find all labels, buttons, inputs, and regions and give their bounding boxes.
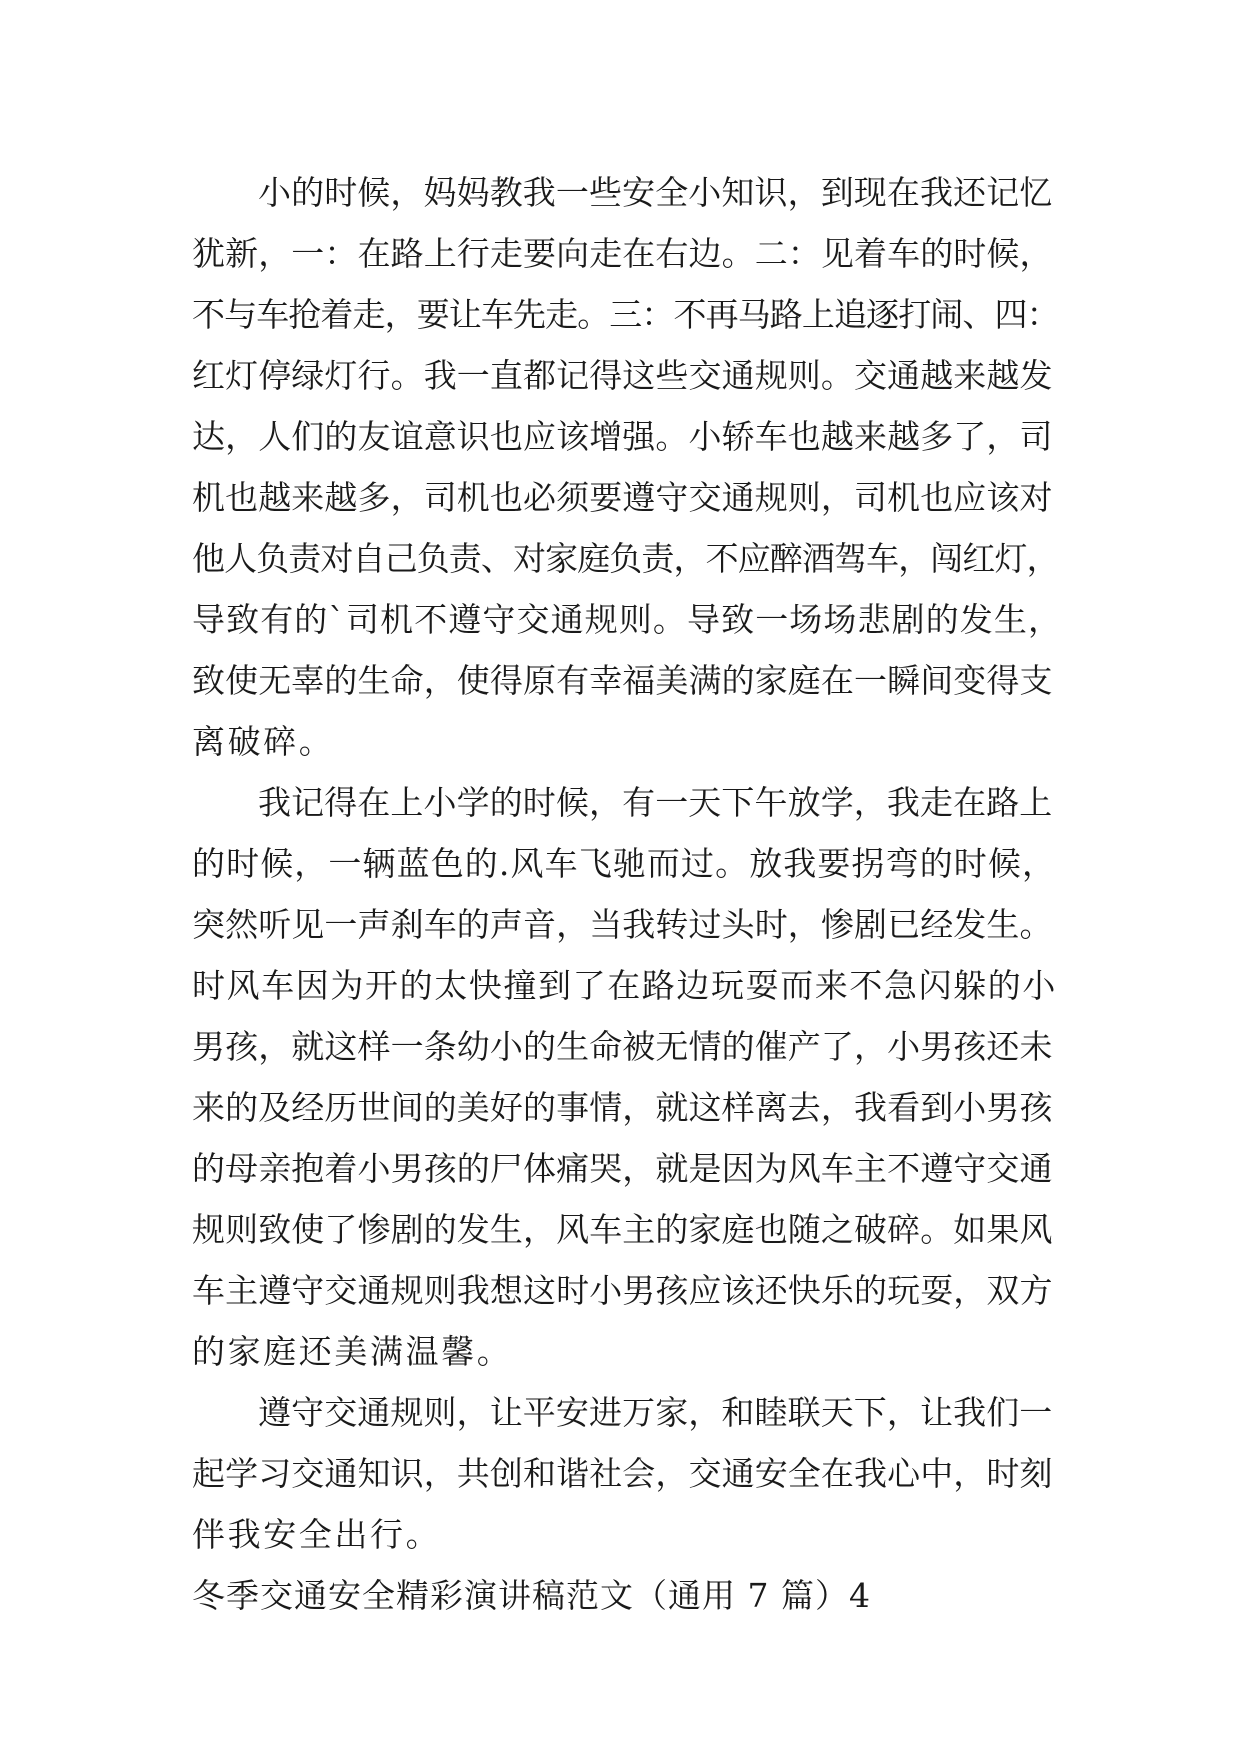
text-line: 的家庭还美满温馨。: [192, 1332, 513, 1371]
text-line: 车主遵守交通规则我想这时小男孩应该还快乐的玩耍，双方: [192, 1271, 1053, 1310]
text-line: 的时候，一辆蓝色的.风车飞驰而过。放我要拐弯的时候，: [192, 844, 1057, 883]
text-line: 他人负责对自己负责、对家庭负责，不应醉酒驾车，闯红灯，: [192, 539, 1059, 578]
text-line: 犹新，一：在路上行走要向走在右边。二：见着车的时候，: [192, 234, 1053, 273]
text-line: 导致有的`司机不遵守交通规则。导致一场场悲剧的发生，: [192, 600, 1063, 639]
text-line: 伴我安全出行。: [192, 1515, 442, 1554]
text-line: 的母亲抱着小男孩的尸体痛哭，就是因为风车主不遵守交通: [192, 1149, 1053, 1188]
paragraph-3: [192, 1382, 1062, 1565]
paragraph-1: [192, 162, 1062, 772]
paragraph-2: [192, 772, 1062, 1382]
text-line: 机也越来越多，司机也必须要遵守交通规则，司机也应该对: [192, 478, 1053, 517]
text-line: 达，人们的友谊意识也应该增强。小轿车也越来越多了，司: [192, 417, 1053, 456]
text-line: 来的及经历世间的美好的事情，就这样离去，我看到小男孩: [192, 1088, 1053, 1127]
text-line: 不与车抢着走，要让车先走。三：不再马路上追逐打闹、四：: [192, 295, 1059, 334]
document-body: [192, 162, 1062, 1626]
text-line: 小的时候，妈妈教我一些安全小知识，到现在我还记忆: [258, 173, 1053, 212]
text-line: 遵守交通规则，让平安进万家，和睦联天下，让我们一: [258, 1393, 1053, 1432]
text-line: 规则致使了惨剧的发生，风车主的家庭也随之破碎。如果风: [192, 1210, 1053, 1249]
text-line: 突然听见一声刹车的声音，当我转过头时，惨剧已经发生。: [192, 905, 1053, 944]
text-line: 男孩，就这样一条幼小的生命被无情的催产了，小男孩还未: [192, 1027, 1053, 1066]
text-line: 起学习交通知识，共创和谐社会，交通安全在我心中，时刻: [192, 1454, 1053, 1493]
next-section-heading: 冬季交通安全精彩演讲稿范文（通用 7 篇）4: [192, 1576, 871, 1615]
text-line: 时风车因为开的太快撞到了在路边玩耍而来不急闪躲的小: [192, 966, 1057, 1005]
text-line: 我记得在上小学的时候，有一天下午放学，我走在路上: [258, 783, 1053, 822]
text-line: 离破碎。: [192, 722, 335, 761]
text-line: 致使无辜的生命，使得原有幸福美满的家庭在一瞬间变得支: [192, 661, 1053, 700]
text-line: 红灯停绿灯行。我一直都记得这些交通规则。交通越来越发: [192, 356, 1053, 395]
